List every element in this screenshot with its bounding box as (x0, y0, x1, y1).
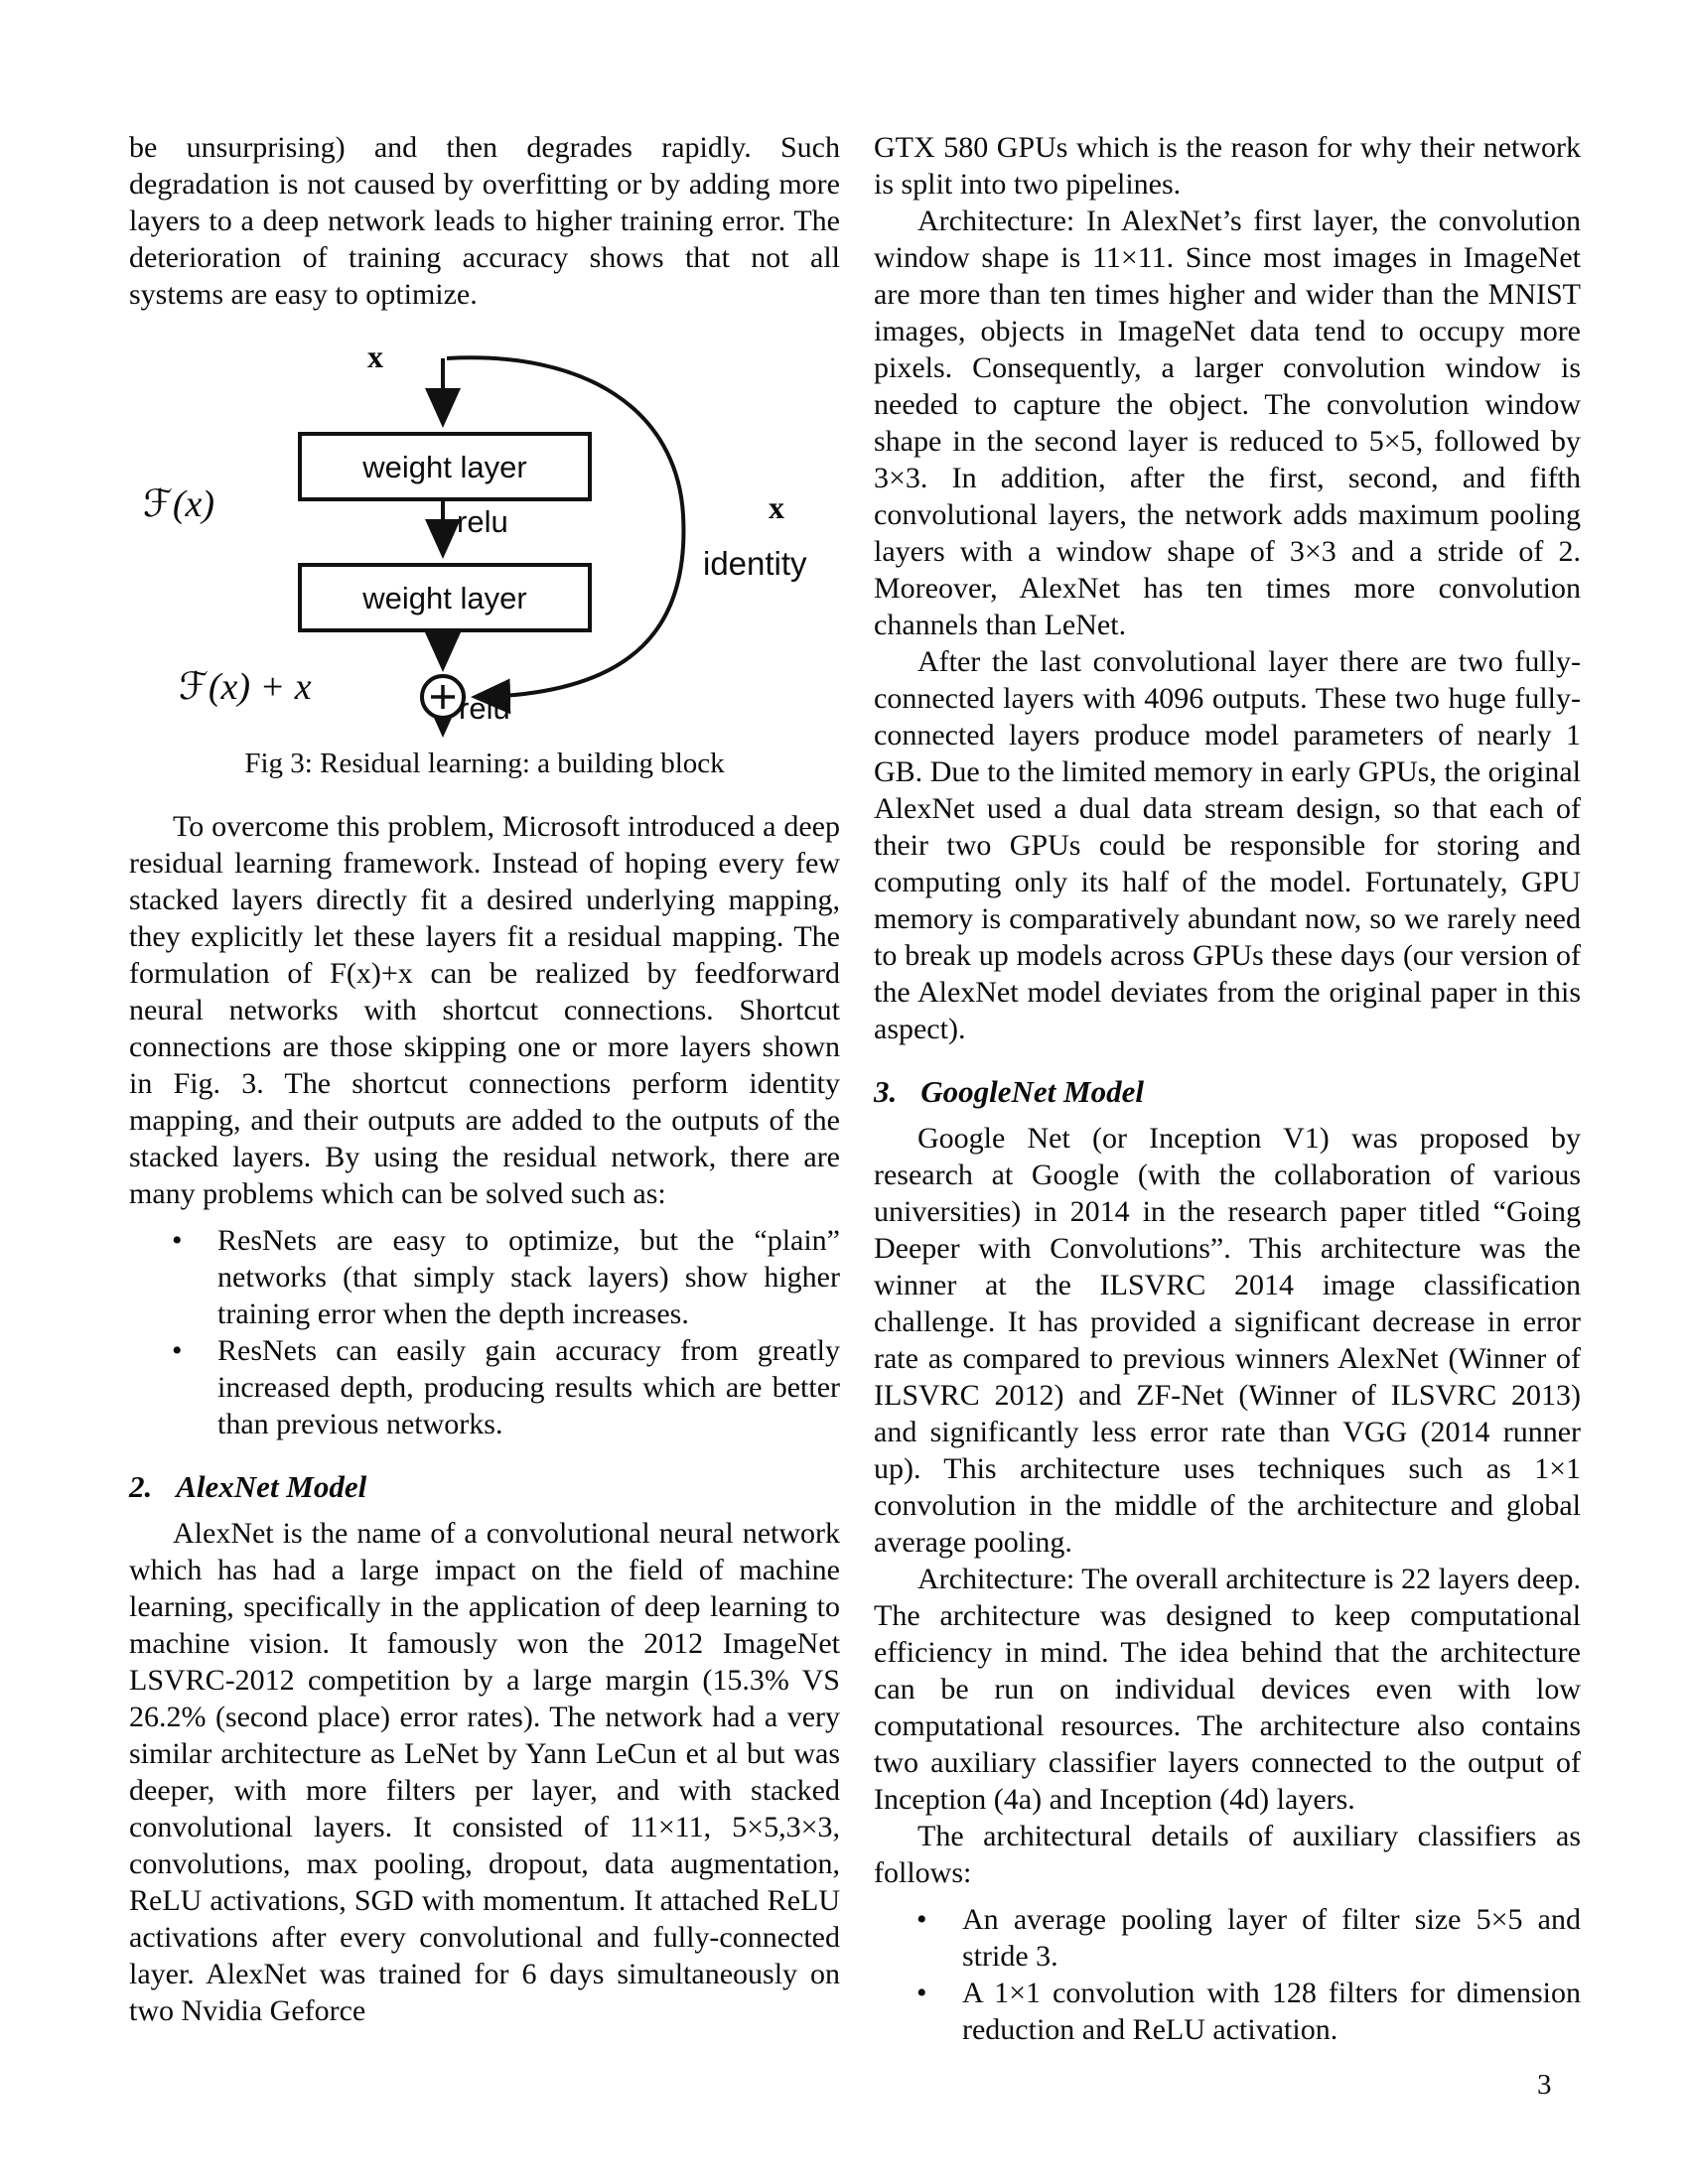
figure-input-x-label: x (367, 339, 383, 374)
left-column (129, 129, 840, 2029)
paragraph-alexnet-architecture: Architecture: In AlexNet’s first layer, the convolution window shape is 11×11. Since most images in ImageNet are more than ten times higher and wider than the MNIST images, objects in ImageNet data tend to occupy more pixels. Consequently, a larger convolution window is needed to capture the object. The convolution window shape in the second layer is reduced to 5×5, followed by 3×3. In addition, after the first, second, and fifth convolutional layers, the network adds maximum pooling layers with a window shape of 3×3 and a stride of 2. Moreover, AlexNet has ten times more convolution channels than LeNet. (874, 205, 1581, 641)
script-f-glyph: ℱ (143, 481, 173, 525)
list-item: • An average pooling layer of filter size 5×5 and stride 3. (962, 1901, 1581, 1975)
script-f-glyph-2: ℱ (179, 664, 209, 708)
weight-layer-1-label: weight layer (362, 449, 527, 484)
list-item: • ResNets can easily gain accuracy from greatly increased depth, producing results which are better than previous networks. (217, 1332, 840, 1442)
residual-block-figure (129, 339, 840, 740)
identity-label: identity (703, 545, 807, 582)
section-title: GoogleNet Model (920, 1074, 1144, 1109)
paragraph-alexnet: AlexNet is the name of a convolutional neural network which has had a large impact on the field of machine learning, specifically in the application of deep learning to machine vision. It famously won the 2012 ImageNet LSVRC-2012 competition by a large margin (15.3% VS 26.2% (second place) error rates). The network had a very similar architecture as LeNet by Yann LeCun et al but was deeper, with more filters per layer, and with stacked convolutional layers. It consisted of 11×11, 5×5,3×3, convolutions, max pooling, dropout, data augmentation, ReLU activations, SGD with momentum. It attached ReLU activations after every convolutional and fully-connected layer. AlexNet was trained for 6 days simultaneously on two Nvidia Geforce (129, 1517, 840, 2027)
identity-x-label: x (769, 489, 784, 525)
paragraph-degradation: be unsurprising) and then degrades rapidly. Such degradation is not caused by overfitting or by adding more layers to a deep network leads to higher training error. The deterioration of training accuracy shows that not all systems are easy to optimize. (129, 131, 840, 311)
paragraph-gtx-580: GTX 580 GPUs which is the reason for why their network is split into two pipelines. (874, 131, 1581, 201)
list-item: • ResNets are easy to optimize, but the “plain” networks (that simply stack layers) show higher training error when the depth increases. (217, 1222, 840, 1332)
fx-plus-x-label: ℱ(x) + x (179, 664, 312, 708)
paragraph-fully-connected: After the last convolutional layer there are two fully-connected layers with 4096 outputs. These two huge fully-connected layers produce model parameters of nearly 1 GB. Due to the limited memory in early GPUs, the original AlexNet used a dual data stream design, so that each of their two GPUs could be responsible for storing and computing only its half of the model. Fortunately, GPU memory is comparatively abundant now, so we rarely need to break up models across GPUs these days (our version of the AlexNet model deviates from the original paper in this aspect). (874, 645, 1581, 1045)
relu-mid-label: relu (457, 504, 508, 539)
paragraph-aux-details: The architectural details of auxiliary classifiers as follows: (874, 1820, 1581, 1889)
page-number: 3 (1537, 2069, 1552, 2101)
paragraph-googlenet-architecture: Architecture: The overall architecture is 22 layers deep. The architecture was designed to keep computational efficiency in mind. The idea behind that the architecture can be run on individual devices even with low computational resources. The architecture also contains two auxiliary classifier layers connected to the output of Inception (4a) and Inception (4d) layers. (874, 1563, 1581, 1816)
weight-layer-box-1 (298, 432, 592, 501)
fx-label: ℱ(x) (143, 481, 215, 525)
heading-googlenet-model (874, 1073, 1581, 1110)
figure-caption: Fig 3: Residual learning: a building block (244, 748, 725, 779)
section-number: 3. (874, 1074, 898, 1109)
weight-layer-box-2 (298, 563, 592, 632)
list-item: • A 1×1 convolution with 128 filters for dimension reduction and ReLU activation. (962, 1975, 1581, 2048)
heading-alexnet-model (129, 1468, 840, 1505)
paragraph-residual-framework: To overcome this problem, Microsoft introduced a deep residual learning framework. Instead of hoping every few stacked layers directly fit a desired underlying mapping, they explicitly let these layers fit a residual mapping. The formulation of F(x)+x can be realized by feedforward neural networks with shortcut connections. Shortcut connections are those skipping one or more layers shown in Fig. 3. The shortcut connections perform identity mapping, and their outputs are added to the outputs of the stacked layers. By using the residual network, there are many problems which can be solved such as: (129, 810, 840, 1210)
weight-layer-2-label: weight layer (362, 580, 527, 615)
resnet-bullet-list (129, 1222, 840, 1442)
section-number: 2. (129, 1469, 153, 1504)
section-title: AlexNet Model (176, 1469, 367, 1504)
aux-classifier-bullet-list (874, 1901, 1581, 2048)
paragraph-googlenet: Google Net (or Inception V1) was proposed by research at Google (with the collaboration of various universities) in 2014 in the research paper titled “Going Deeper with Convolutions”. This architecture was the winner at the ILSVRC 2014 image classification challenge. It has provided a significant decrease in error rate as compared to previous winners AlexNet (Winner of ILSVRC 2012) and ZF-Net (Winner of ILSVRC 2013) and significantly less error rate than VGG (2014 runner up). This architecture uses techniques such as 1×1 convolution in the middle of the architecture and global average pooling. (874, 1122, 1581, 1559)
right-column (874, 129, 1581, 2048)
relu-out-label: relu (459, 691, 510, 726)
